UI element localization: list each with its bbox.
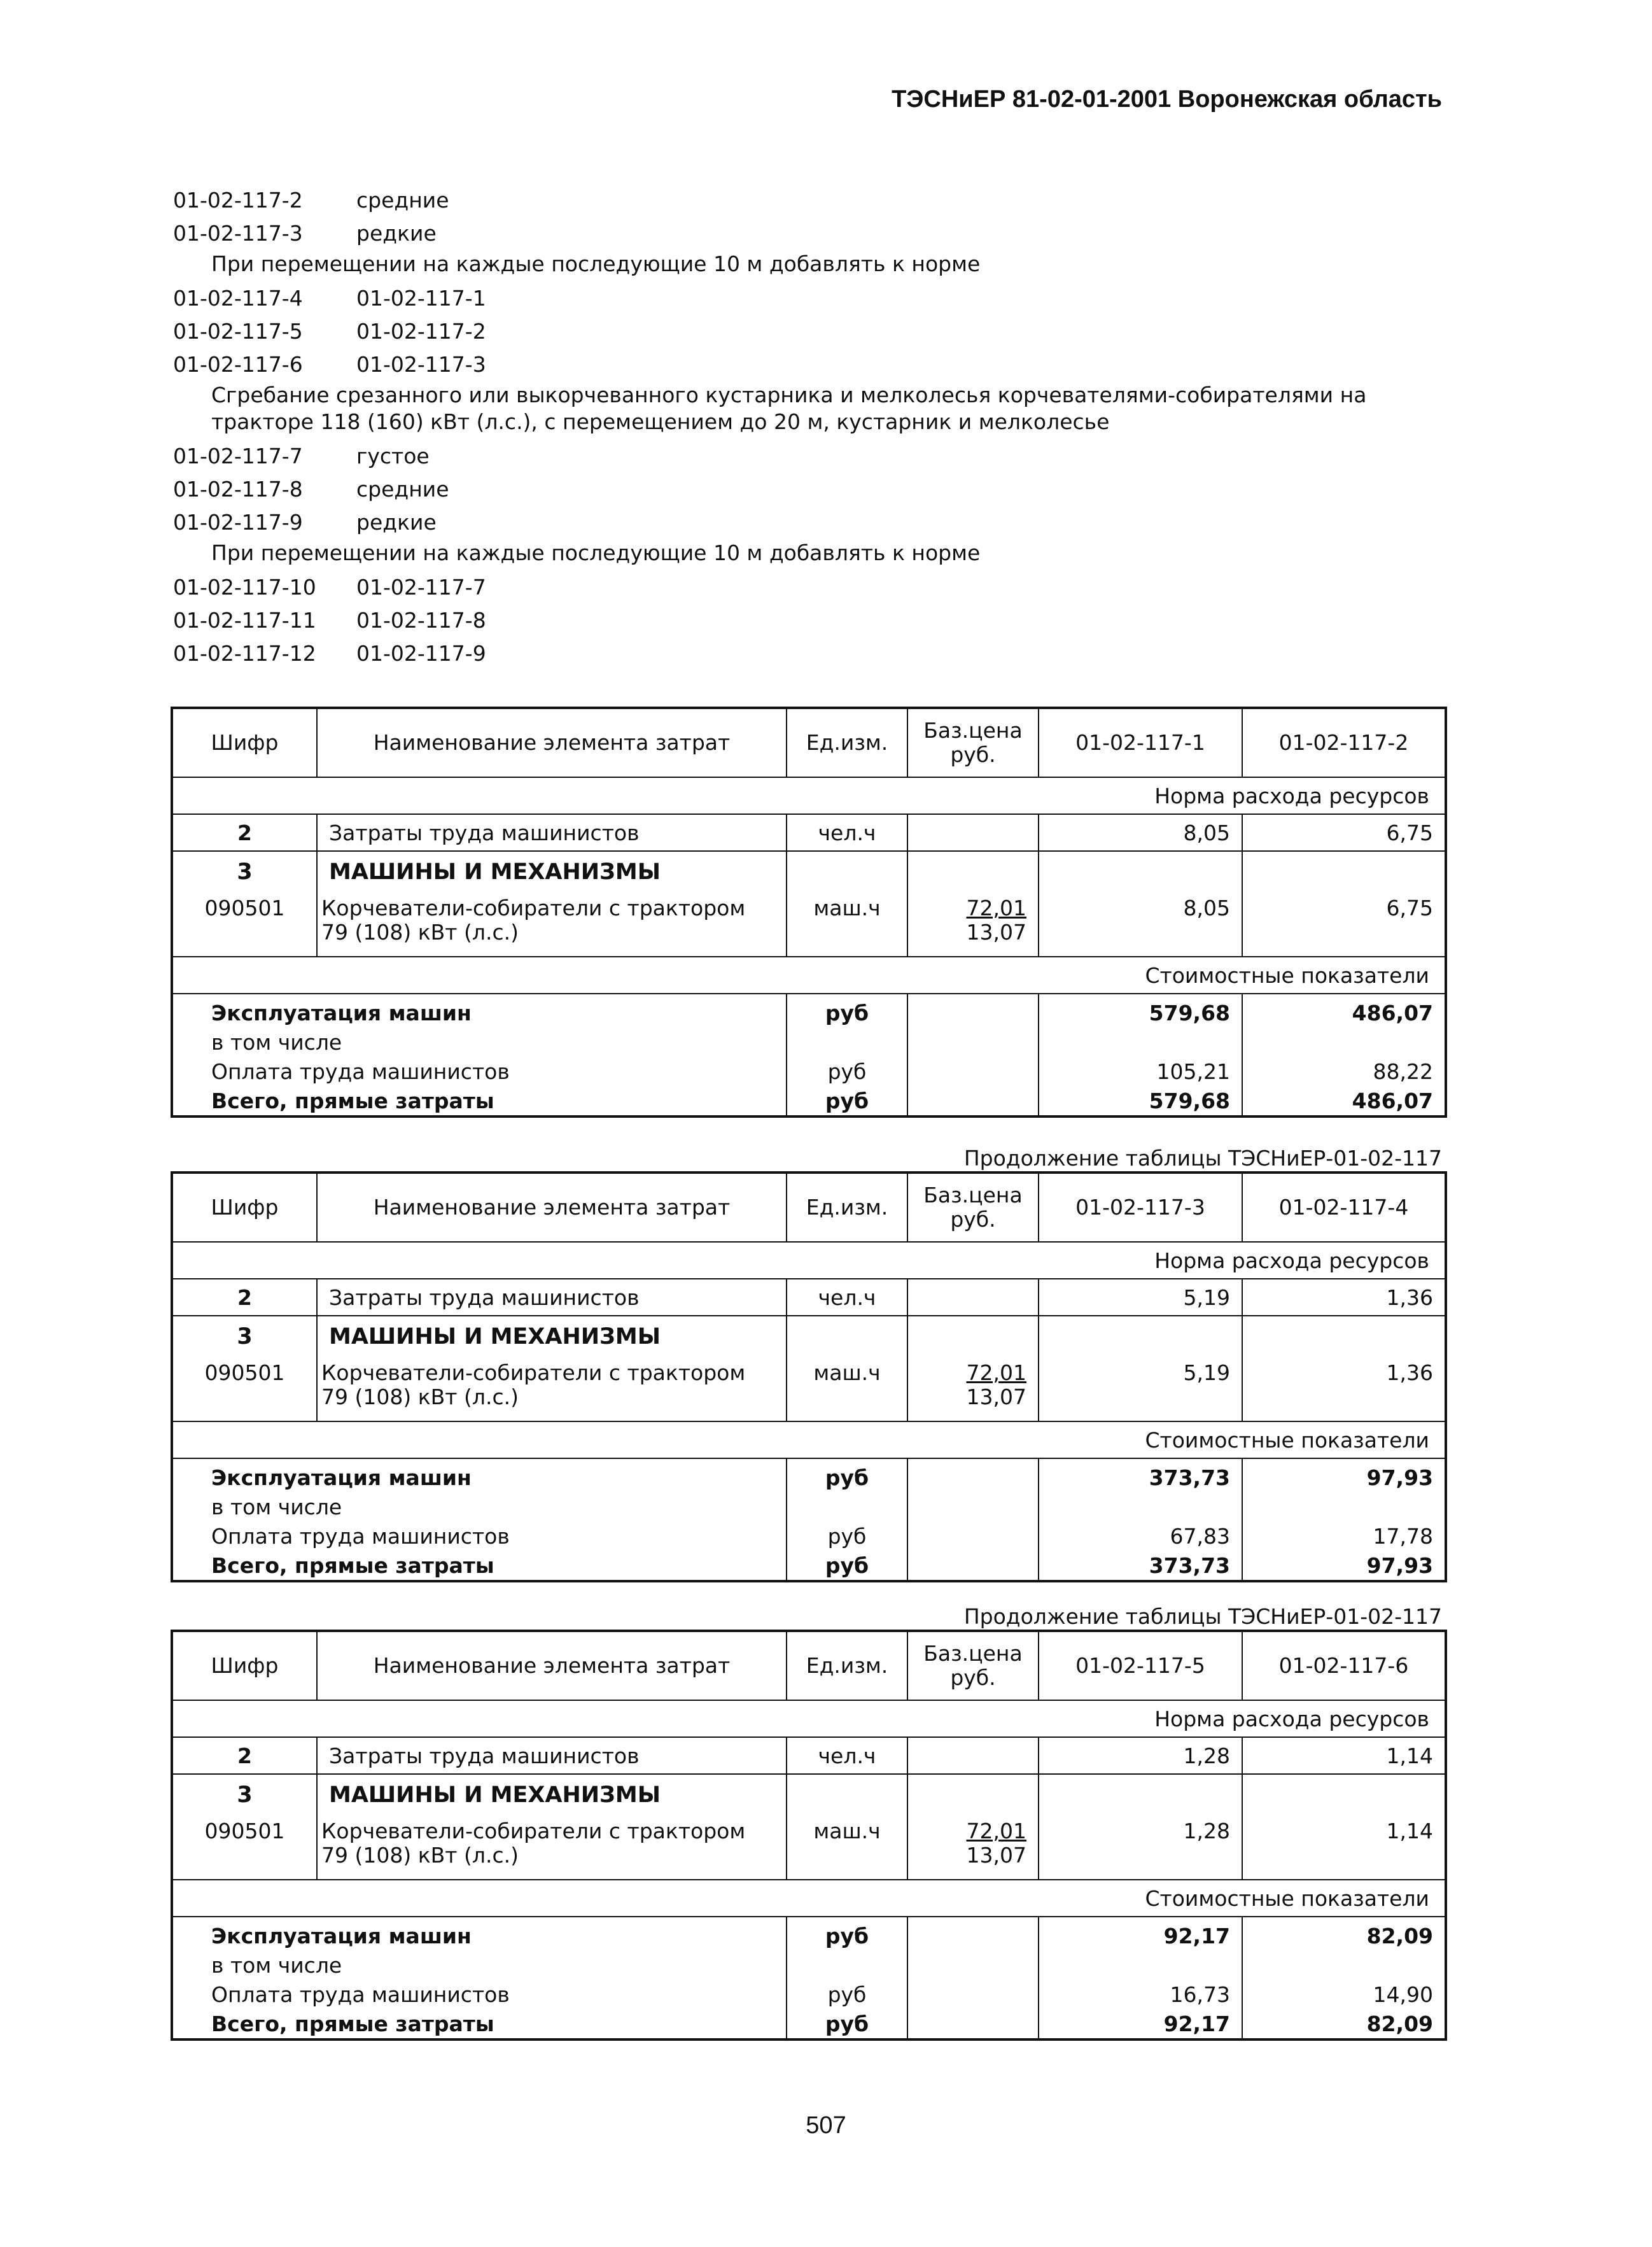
labor-row [172, 814, 1446, 851]
table-continuation-caption: Продолжение таблицы ТЭСНиЕР-01-02-117 [963, 1604, 1442, 1629]
norm-table-1 [171, 707, 1445, 1118]
labor-price [907, 814, 1039, 851]
labor-value-1: 8,05 [1039, 814, 1242, 851]
header-unit: Ед.изм. [787, 708, 907, 777]
header-norm-1: 01-02-117-1 [1039, 708, 1242, 777]
resource-code: 090501 [172, 1357, 317, 1421]
resource-value-2: 1,36 [1242, 1357, 1446, 1421]
labor-price [907, 1737, 1039, 1774]
header-code: Шифр [172, 1631, 317, 1700]
norm-section-row [172, 1242, 1446, 1279]
intro-row [173, 281, 1452, 314]
norm-description: редкие [356, 509, 437, 535]
exploit-label: Эксплуатация машин [172, 994, 787, 1027]
resource-price-top: 72,01 [966, 1819, 1026, 1843]
labor-name: Затраты труда машинистов [317, 1279, 787, 1316]
resource-value-1: 1,28 [1039, 1815, 1242, 1880]
exploit-label: Эксплуатация машин [172, 1458, 787, 1492]
labor-unit: чел.ч [787, 1279, 907, 1316]
wages-value-1: 16,73 [1039, 1980, 1242, 2009]
resource-name: Корчеватели-собиратели с трактором 79 (108) кВт (л.с.) [317, 1815, 787, 1880]
labor-value-1: 5,19 [1039, 1279, 1242, 1316]
norm-code: 01-02-117-7 [173, 443, 303, 468]
total-unit: руб [787, 2009, 907, 2039]
resource-value-2: 6,75 [1242, 892, 1446, 957]
intro-row [173, 348, 1452, 381]
resource-value-2: 1,14 [1242, 1815, 1446, 1880]
norm-section-label: Норма расхода ресурсов [172, 777, 1446, 814]
total-row [172, 1086, 1446, 1116]
labor-code: 2 [172, 1737, 317, 1774]
intro-list [173, 183, 1452, 670]
norm-description: 01-02-117-1 [356, 285, 486, 311]
intro-paragraph: При перемещении на каждые последующие 10 м добавлять к норме [211, 251, 981, 276]
header-code: Шифр [172, 708, 317, 777]
header-price: Баз.цена руб. [907, 708, 1039, 777]
machines-code: 3 [172, 1774, 317, 1815]
norm-section-row [172, 1700, 1446, 1737]
intro-row [173, 637, 1452, 670]
machines-code: 3 [172, 851, 317, 892]
including-label: в том числе [172, 1950, 787, 1980]
norm-code: 01-02-117-12 [173, 640, 316, 666]
labor-code: 2 [172, 814, 317, 851]
norm-code: 01-02-117-9 [173, 509, 303, 535]
total-value-2: 97,93 [1242, 1551, 1446, 1581]
machines-title: МАШИНЫ И МЕХАНИЗМЫ [317, 1316, 787, 1357]
exploit-value-1: 92,17 [1039, 1917, 1242, 1950]
including-row [172, 1492, 1446, 1521]
labor-value-2: 6,75 [1242, 814, 1446, 851]
wages-unit: руб [787, 1057, 907, 1086]
header-unit: Ед.изм. [787, 1173, 907, 1242]
norm-description: редкие [356, 220, 437, 246]
header-norm-2: 01-02-117-2 [1242, 708, 1446, 777]
exploit-value-2: 486,07 [1242, 994, 1446, 1027]
including-row [172, 1027, 1446, 1057]
norm-description: 01-02-117-7 [356, 574, 486, 600]
resource-value-1: 5,19 [1039, 1357, 1242, 1421]
labor-row [172, 1737, 1446, 1774]
total-label: Всего, прямые затраты [172, 1086, 787, 1116]
exploit-unit: руб [787, 1917, 907, 1950]
header-name: Наименование элемента затрат [317, 1631, 787, 1700]
norm-description: густое [356, 443, 430, 468]
table-header-row [172, 1631, 1446, 1700]
page-header: ТЭСНиЕР 81-02-01-2001 Воронежская область [892, 86, 1442, 113]
exploit-row [172, 1458, 1446, 1492]
resource-table [171, 1171, 1447, 1582]
norm-description: 01-02-117-3 [356, 351, 486, 377]
norm-code: 01-02-117-5 [173, 318, 303, 344]
norm-section-label: Норма расхода ресурсов [172, 1242, 1446, 1279]
wages-row [172, 1057, 1446, 1086]
machines-title: МАШИНЫ И МЕХАНИЗМЫ [317, 851, 787, 892]
intro-paragraph: Сгребание срезанного или выкорчеванного кустарника и мелколесья корчевателями-собирателями на тракторе 118 (160) кВт (л.с.), с перемещением до 20 м, кустарник и мелколесье [211, 383, 1367, 434]
total-unit: руб [787, 1086, 907, 1116]
labor-row [172, 1279, 1446, 1316]
resource-name: Корчеватели-собиратели с трактором 79 (108) кВт (л.с.) [317, 1357, 787, 1421]
header-price: Баз.цена руб. [907, 1631, 1039, 1700]
exploit-unit: руб [787, 1458, 907, 1492]
machines-code: 3 [172, 1316, 317, 1357]
resource-code: 090501 [172, 1815, 317, 1880]
header-unit: Ед.изм. [787, 1631, 907, 1700]
norm-code: 01-02-117-6 [173, 351, 303, 377]
wages-row [172, 1521, 1446, 1551]
cost-section-row [172, 1421, 1446, 1458]
header-norm-2: 01-02-117-4 [1242, 1173, 1446, 1242]
exploit-value-1: 373,73 [1039, 1458, 1242, 1492]
table-header-row [172, 1173, 1446, 1242]
resource-value-1: 8,05 [1039, 892, 1242, 957]
norm-description: средние [356, 476, 449, 502]
labor-price [907, 1279, 1039, 1316]
exploit-unit: руб [787, 994, 907, 1027]
norm-table-2 [171, 1146, 1445, 1582]
resource-unit: маш.ч [787, 892, 907, 957]
intro-row [173, 603, 1452, 637]
wages-label: Оплата труда машинистов [172, 1980, 787, 2009]
resource-code: 090501 [172, 892, 317, 957]
resource-price-bottom: 13,07 [966, 1843, 1026, 1868]
header-price: Баз.цена руб. [907, 1173, 1039, 1242]
labor-value-1: 1,28 [1039, 1737, 1242, 1774]
header-name: Наименование элемента затрат [317, 1173, 787, 1242]
exploit-value-2: 97,93 [1242, 1458, 1446, 1492]
exploit-value-2: 82,09 [1242, 1917, 1446, 1950]
resource-unit: маш.ч [787, 1357, 907, 1421]
resource-price-top: 72,01 [966, 896, 1026, 920]
labor-unit: чел.ч [787, 1737, 907, 1774]
header-name: Наименование элемента затрат [317, 708, 787, 777]
machines-row [172, 1774, 1446, 1815]
norm-code: 01-02-117-11 [173, 607, 316, 633]
resource-name: Корчеватели-собиратели с трактором 79 (108) кВт (л.с.) [317, 892, 787, 957]
labor-code: 2 [172, 1279, 317, 1316]
intro-row [173, 183, 1452, 216]
total-value-1: 92,17 [1039, 2009, 1242, 2039]
norm-code: 01-02-117-3 [173, 220, 303, 246]
total-label: Всего, прямые затраты [172, 1551, 787, 1581]
including-row [172, 1950, 1446, 1980]
norm-section-row [172, 777, 1446, 814]
machines-title: МАШИНЫ И МЕХАНИЗМЫ [317, 1774, 787, 1815]
wages-value-1: 67,83 [1039, 1521, 1242, 1551]
total-value-2: 486,07 [1242, 1086, 1446, 1116]
total-row [172, 2009, 1446, 2039]
labor-name: Затраты труда машинистов [317, 1737, 787, 1774]
resource-unit: маш.ч [787, 1815, 907, 1880]
machines-row [172, 1316, 1446, 1357]
intro-row [173, 439, 1452, 472]
resource-row [172, 1815, 1446, 1880]
resource-price [907, 1357, 1039, 1421]
header-norm-1: 01-02-117-5 [1039, 1631, 1242, 1700]
norm-section-label: Норма расхода ресурсов [172, 1700, 1446, 1737]
wages-unit: руб [787, 1521, 907, 1551]
exploit-row [172, 994, 1446, 1027]
norm-code: 01-02-117-4 [173, 285, 303, 311]
intro-row [173, 570, 1452, 603]
cost-section-label: Стоимостные показатели [172, 1421, 1446, 1458]
norm-code: 01-02-117-10 [173, 574, 316, 600]
cost-section-label: Стоимостные показатели [172, 957, 1446, 994]
labor-unit: чел.ч [787, 814, 907, 851]
header-code: Шифр [172, 1173, 317, 1242]
resource-price-bottom: 13,07 [966, 920, 1026, 945]
norm-code: 01-02-117-2 [173, 187, 303, 213]
cost-section-label: Стоимостные показатели [172, 1880, 1446, 1917]
including-label: в том числе [172, 1027, 787, 1057]
total-unit: руб [787, 1551, 907, 1581]
resource-row [172, 892, 1446, 957]
total-value-2: 82,09 [1242, 2009, 1446, 2039]
header-norm-2: 01-02-117-6 [1242, 1631, 1446, 1700]
norm-description: 01-02-117-8 [356, 607, 486, 633]
intro-row [173, 314, 1452, 348]
norm-description: 01-02-117-2 [356, 318, 486, 344]
cost-section-row [172, 1880, 1446, 1917]
exploit-label: Эксплуатация машин [172, 1917, 787, 1950]
intro-row [173, 216, 1452, 250]
resource-table [171, 707, 1447, 1118]
wages-value-2: 17,78 [1242, 1521, 1446, 1551]
wages-value-2: 14,90 [1242, 1980, 1446, 2009]
wages-value-2: 88,22 [1242, 1057, 1446, 1086]
resource-price [907, 892, 1039, 957]
norm-table-3 [171, 1604, 1445, 2041]
total-label: Всего, прямые затраты [172, 2009, 787, 2039]
total-value-1: 373,73 [1039, 1551, 1242, 1581]
wages-row [172, 1980, 1446, 2009]
intro-row [173, 472, 1452, 505]
including-label: в том числе [172, 1492, 787, 1521]
intro-paragraph: При перемещении на каждые последующие 10 м добавлять к норме [211, 540, 981, 565]
resource-price-top: 72,01 [966, 1360, 1026, 1385]
table-header-row [172, 708, 1446, 777]
norm-description: 01-02-117-9 [356, 640, 486, 666]
labor-value-2: 1,36 [1242, 1279, 1446, 1316]
resource-price-bottom: 13,07 [966, 1384, 1026, 1409]
machines-row [172, 851, 1446, 892]
wages-unit: руб [787, 1980, 907, 2009]
wages-label: Оплата труда машинистов [172, 1057, 787, 1086]
norm-code: 01-02-117-8 [173, 476, 303, 502]
intro-row [173, 505, 1452, 539]
labor-name: Затраты труда машинистов [317, 814, 787, 851]
labor-value-2: 1,14 [1242, 1737, 1446, 1774]
total-value-1: 579,68 [1039, 1086, 1242, 1116]
wages-value-1: 105,21 [1039, 1057, 1242, 1086]
total-row [172, 1551, 1446, 1581]
wages-label: Оплата труда машинистов [172, 1521, 787, 1551]
norm-description: средние [356, 187, 449, 213]
exploit-row [172, 1917, 1446, 1950]
cost-section-row [172, 957, 1446, 994]
page-number: 507 [806, 2112, 846, 2139]
exploit-value-1: 579,68 [1039, 994, 1242, 1027]
table-continuation-caption: Продолжение таблицы ТЭСНиЕР-01-02-117 [963, 1146, 1442, 1171]
header-norm-1: 01-02-117-3 [1039, 1173, 1242, 1242]
resource-price [907, 1815, 1039, 1880]
resource-table [171, 1630, 1447, 2041]
resource-row [172, 1357, 1446, 1421]
